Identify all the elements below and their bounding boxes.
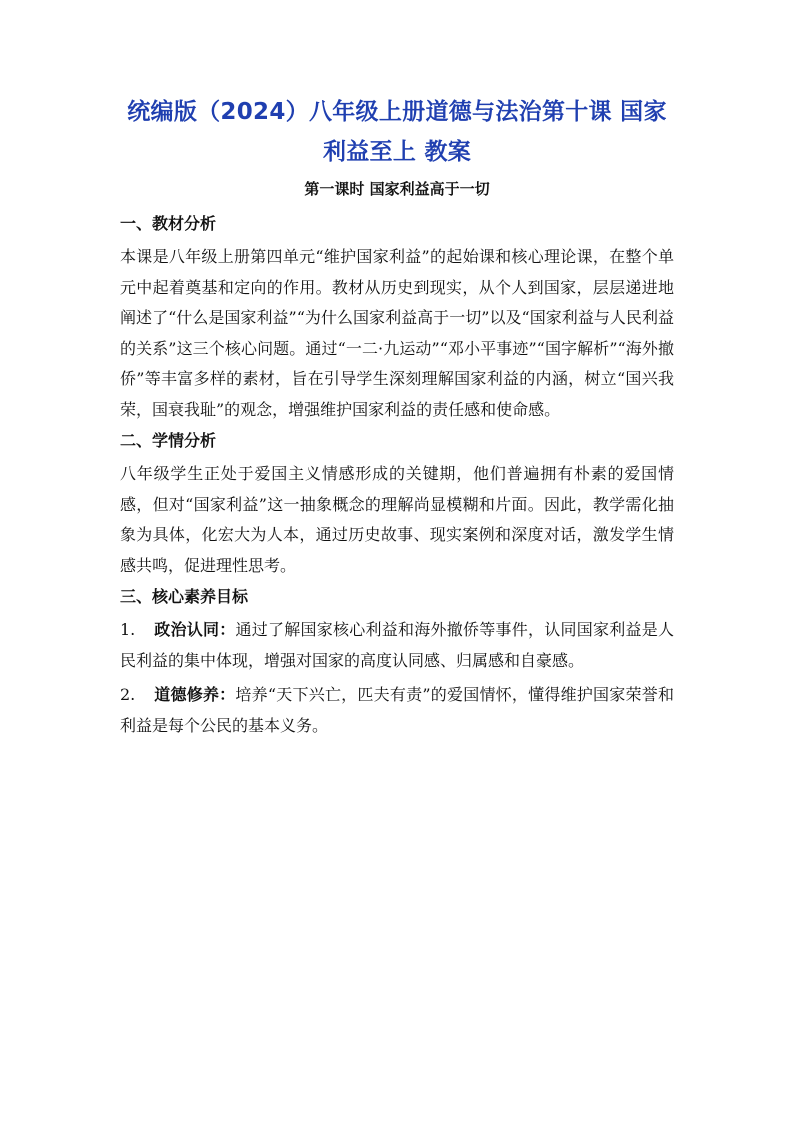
section-paragraph: 八年级学生正处于爱国主义情感形成的关键期，他们普遍拥有朴素的爱国情感，但对“国家利益”这一抽象概念的理解尚显模糊和片面。因此，教学需化抽象为具体，化宏大为人本，通过历史故事、现实案例和深度对话，激发学生情感共鸣，促进理性思考。	[120, 464, 674, 575]
goal-text: 培养“天下兴亡，匹夫有责”的爱国情怀，懂得维护国家荣誉和利益是每个公民的基本义务。	[120, 685, 674, 735]
section-heading: 三、核心素养目标	[120, 587, 249, 606]
goal-label: 道德修养：	[154, 685, 236, 704]
lesson-subtitle: 第一课时 国家利益高于一切	[304, 180, 490, 198]
goal-number: 1.	[120, 620, 136, 639]
goal-item	[120, 615, 674, 676]
section-heading: 一、教材分析	[120, 214, 217, 233]
section-student-analysis	[120, 429, 674, 581]
document-title: 统编版（2024）八年级上册道德与法治第十课 国家利益至上 教案	[127, 99, 667, 165]
section-paragraph: 本课是八年级上册第四单元“维护国家利益”的起始课和核心理论课，在整个单元中起着奠基和定向的作用。教材从历史到现实，从个人到国家，层层递进地阐述了“什么是国家利益”“为什么国家利益高于一切”以及“国家利益与人民利益的关系”这三个核心问题。通过“一二·九运动”“邓小平事迹”“国字解析”“海外撤侨”等丰富多样的素材，旨在引导学生深刻理解国家利益的内涵，树立“国兴我荣，国衰我耻”的观念，增强维护国家利益的责任感和使命感。	[120, 247, 674, 419]
goal-text: 通过了解国家核心利益和海外撤侨等事件，认同国家利益是人民利益的集中体现，增强对国家的高度认同感、归属感和自豪感。	[120, 620, 674, 670]
goal-item	[120, 680, 674, 741]
goal-label: 政治认同：	[154, 620, 236, 639]
section-textbook-analysis	[120, 212, 674, 425]
section-core-literacy-goals	[120, 585, 674, 741]
goal-number: 2.	[120, 685, 136, 704]
section-heading: 二、学情分析	[120, 431, 217, 450]
